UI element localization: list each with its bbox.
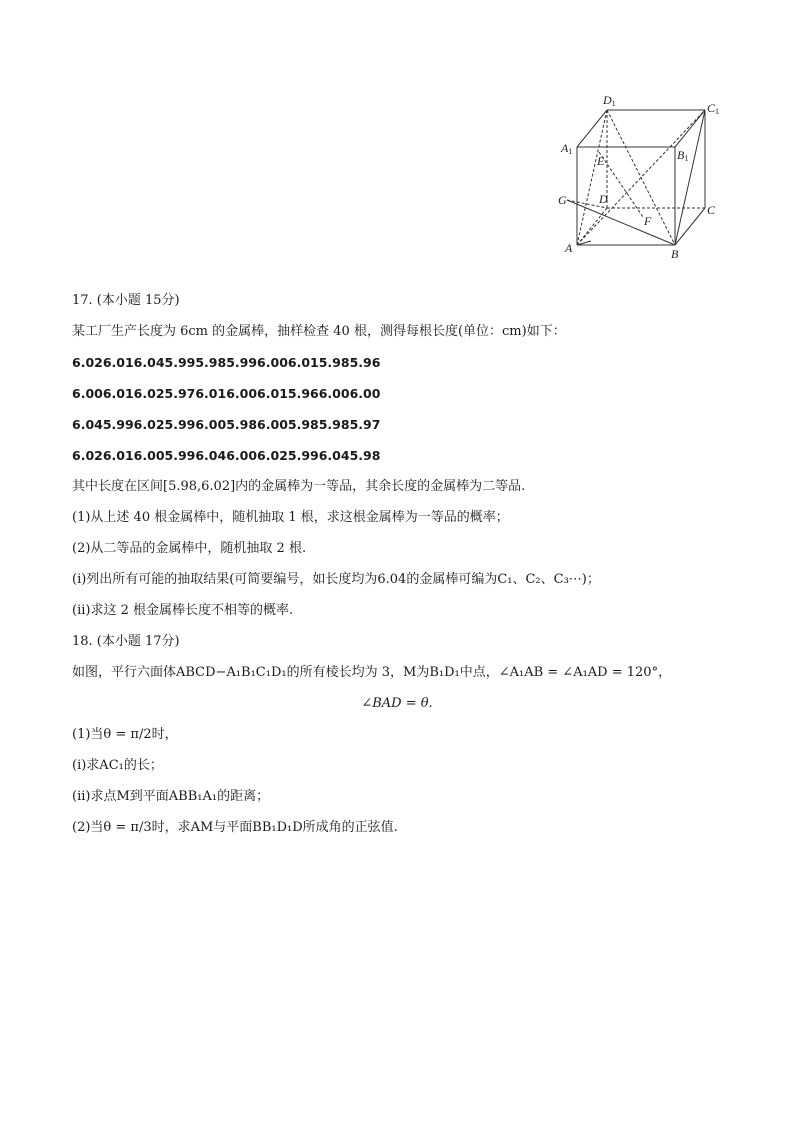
q17-part-2-ii: (ii)求这 2 根金属棒长度不相等的概率.: [72, 603, 294, 618]
vertex-label-b: B: [671, 247, 679, 261]
q17-intro: 某工厂生产长度为 6cm 的金属棒，抽样检查 40 根，测得每根长度(单位：cm)如下：: [72, 324, 566, 339]
q17-part-2-i: (i)列出所有可能的抽取结果(可简要编号，如长度均为6.04的金属棒可编为C₁、C₂、C₃⋯)；: [72, 572, 600, 587]
q17-definition: 其中长度在区间[5.98,6.02]内的金属棒为一等品，其余长度的金属棒为二等品.: [72, 479, 526, 494]
cube-figure: [555, 92, 730, 262]
q17-data-row-2: 6.006.016.025.976.016.006.015.966.006.00: [72, 386, 381, 401]
q18-part-1: (1)当θ = π/2时，: [72, 727, 178, 742]
vertex-label-b1: B1: [677, 148, 689, 163]
q17-part-2: (2)从二等品的金属棒中，随机抽取 2 根.: [72, 541, 307, 556]
q17-data-row-1: 6.026.016.045.995.985.996.006.015.985.96: [72, 355, 381, 370]
question-content: [72, 292, 722, 850]
q17-data-row-3: 6.045.996.025.996.005.986.005.985.985.97: [72, 417, 381, 432]
vertex-label-f: F: [644, 214, 652, 228]
q18-part-1-i: (i)求AC₁的长；: [72, 758, 163, 773]
vertex-label-e: E: [597, 154, 605, 168]
q18-header: 18. (本小题 17分): [72, 634, 180, 649]
q18-intro: 如图，平行六面体ABCD−A₁B₁C₁D₁的所有棱长均为 3，M为B₁D₁中点，∠A₁AB = ∠A₁AD = 120°，: [72, 665, 672, 680]
cube-diagram: [555, 92, 730, 262]
q18-part-2: (2)当θ = π/3时，求AM与平面BB₁D₁D所成角的正弦值.: [72, 820, 398, 835]
vertex-label-d: D: [599, 192, 608, 206]
q18-part-1-ii: (ii)求点M到平面ABB₁A₁的距离；: [72, 789, 270, 804]
vertex-label-a: A: [565, 241, 573, 255]
q18-angle: ∠BAD = θ.: [361, 696, 433, 711]
vertex-label-c1: C1: [707, 101, 720, 116]
vertex-label-g: G: [558, 193, 567, 207]
vertex-label-a1: A1: [561, 141, 573, 156]
q17-part-1: (1)从上述 40 根金属棒中，随机抽取 1 根，求这根金属棒为一等品的概率；: [72, 510, 509, 525]
q17-data-row-4: 6.026.016.005.996.046.006.025.996.045.98: [72, 448, 381, 463]
vertex-label-c: C: [707, 203, 716, 217]
q17-header: 17. (本小题 15分): [72, 293, 180, 308]
vertex-label-d1: D1: [603, 93, 616, 108]
